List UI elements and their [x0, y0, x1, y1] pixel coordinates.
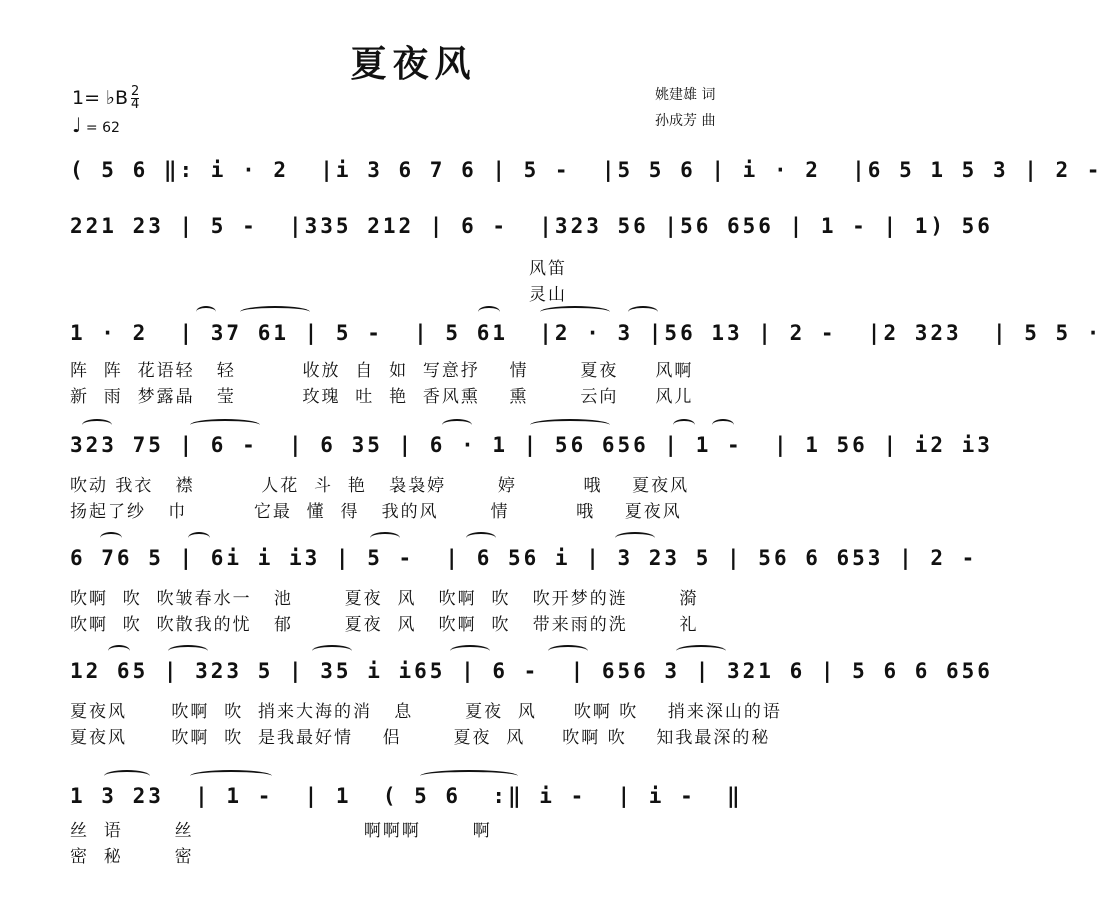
notation-line: 1 3 23 | 1 - | 1 ( 5 6 :‖ i - | i - ‖	[70, 784, 743, 808]
slur-mark	[478, 306, 500, 318]
tie-mark	[420, 770, 518, 782]
time-sig-denominator: 4	[131, 97, 140, 112]
slur-mark	[450, 645, 490, 657]
slur-mark	[108, 645, 130, 657]
lyric-verse-2: 夏夜风 吹啊 吹 是我最好情 侣 夏夜 风 吹啊 吹 知我最深的秘	[70, 728, 771, 748]
tempo-value: = 62	[85, 120, 120, 136]
slur-mark	[673, 419, 695, 431]
slur-mark	[100, 532, 122, 544]
tie-mark	[190, 419, 260, 431]
notation-line: 6 76 5 | 6i i i3 | 5 - | 6 56 i | 3 23 5 | 56 6 653 | 2 -	[70, 546, 978, 570]
lyric-verse-2: 新 雨 梦露晶 莹 玫瑰 吐 艳 香风熏 熏 云向 风儿	[70, 387, 694, 407]
key-signature	[72, 86, 139, 111]
time-sig-numerator: 2	[131, 84, 140, 99]
slur-mark	[615, 532, 655, 544]
tempo-marking	[72, 113, 120, 137]
music-system-3	[70, 320, 1102, 346]
notation-line: 12 65 | 323 5 | 35 i i65 | 6 - | 656 3 | 321 6 | 5 6 6 656	[70, 659, 993, 683]
slur-mark	[676, 645, 726, 657]
lyricist-credit: 姚建雄 词	[655, 87, 716, 103]
slur-mark	[104, 770, 150, 782]
slur-mark	[188, 532, 210, 544]
slur-mark	[370, 532, 400, 544]
lyric-verse-1: 丝 语 丝 啊啊啊 啊	[70, 821, 492, 841]
lyric-verse-1: 阵 阵 花语轻 轻 收放 自 如 写意抒 情 夏夜 风啊	[70, 361, 694, 381]
tie-mark	[240, 306, 310, 318]
music-system-4	[70, 432, 993, 458]
slur-mark	[312, 645, 352, 657]
lyric-verse-1: 吹动 我衣 襟 人花 斗 艳 袅袅婷 婷 哦 夏夜风	[70, 476, 690, 496]
song-title: 夏夜风	[350, 44, 477, 85]
slur-mark	[712, 419, 734, 431]
notation-line: 323 75 | 6 - | 6 35 | 6 · 1 | 56 656 | 1 - | 1 56 | i2 i3	[70, 433, 993, 457]
music-system-2	[70, 213, 993, 239]
quarter-note-icon: ♩	[72, 113, 82, 137]
slur-mark	[628, 306, 658, 318]
music-system-1	[70, 157, 1102, 183]
tie-mark	[540, 306, 610, 318]
composer-credit: 孙成芳 曲	[655, 113, 716, 129]
tie-mark	[530, 419, 610, 431]
music-system-5	[70, 545, 978, 571]
notation-line: 1 · 2 | 37 61 | 5 - | 5 61 |2 · 3 |56 13 | 2 - |2 323 | 5 5 ·	[70, 321, 1102, 345]
notation-line: 221 23 | 5 - |335 212 | 6 - |323 56 |56 656 | 1 - | 1) 56	[70, 214, 993, 238]
tie-mark	[190, 770, 272, 782]
slur-mark	[442, 419, 472, 431]
slur-mark	[168, 645, 208, 657]
lyric-verse-1: 夏夜风 吹啊 吹 捎来大海的消 息 夏夜 风 吹啊 吹 捎来深山的语	[70, 702, 782, 722]
time-signature	[131, 86, 139, 111]
slur-mark	[82, 419, 112, 431]
lyric-verse-2: 灵山	[70, 285, 568, 305]
lyric-verse-1: 风笛	[70, 259, 568, 279]
slur-mark	[548, 645, 588, 657]
lyric-verse-2: 吹啊 吹 吹散我的忧 郁 夏夜 风 吹啊 吹 带来雨的洗 礼	[70, 615, 699, 635]
lyric-verse-2: 密 秘 密	[70, 847, 194, 867]
slur-mark	[196, 306, 216, 318]
notation-line: ( 5 6 ‖: i · 2 |i 3 6 7 6 | 5 - |5 5 6 | i · 2 |6 5 1 5 3 | 2 -	[70, 158, 1102, 182]
key-label: 1= ♭B	[72, 87, 129, 109]
lyric-verse-1: 吹啊 吹 吹皱春水一 池 夏夜 风 吹啊 吹 吹开梦的涟 漪	[70, 589, 699, 609]
music-system-6	[70, 658, 993, 684]
lyric-verse-2: 扬起了纱 巾 它最 懂 得 我的风 情 哦 夏夜风	[70, 502, 682, 522]
slur-mark	[466, 532, 496, 544]
music-system-7	[70, 783, 760, 809]
